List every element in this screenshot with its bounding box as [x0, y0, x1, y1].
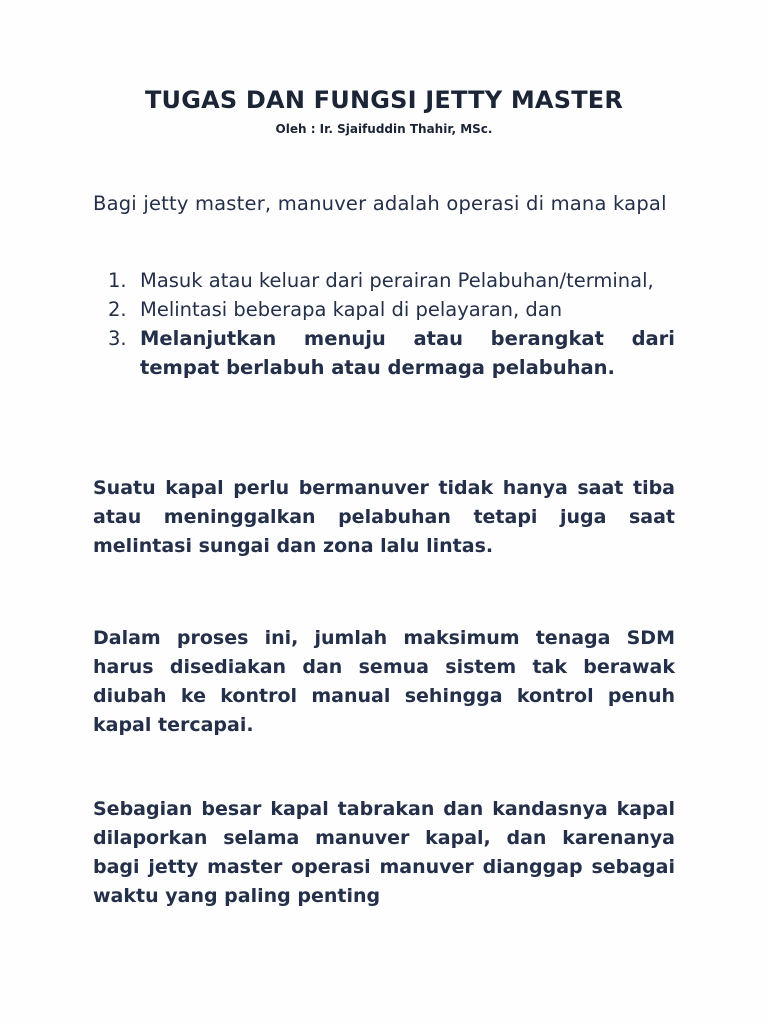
paragraph-4: Sebagian besar kapal tabrakan dan kandasnya kapal dilaporkan selama manuver kapal, dan karenanya bagi jetty master operasi manuver dianggap sebagai waktu yang paling penting	[93, 798, 675, 907]
list-item	[108, 324, 675, 382]
list-item-text: Melanjutkan menuju atau berangkat dari tempat berlabuh atau dermaga pelabuhan.	[140, 327, 675, 379]
list-item-number: 1.	[108, 269, 127, 292]
list-item-text: Masuk atau keluar dari perairan Pelabuhan/terminal,	[140, 269, 654, 292]
list-item-number: 3.	[108, 327, 127, 350]
list-item-text: Melintasi beberapa kapal di pelayaran, dan	[140, 298, 563, 321]
list-item	[108, 295, 675, 324]
author-line: Oleh : Ir. Sjaifuddin Thahir, MSc.	[275, 122, 493, 136]
list-item-number: 2.	[108, 298, 127, 321]
paragraph-2: Suatu kapal perlu bermanuver tidak hanya saat tiba atau meninggalkan pelabuhan tetapi juga saat melintasi sungai dan zona lalu lintas.	[93, 477, 675, 557]
manuver-list	[108, 266, 675, 382]
intro-paragraph: Bagi jetty master, manuver adalah operasi di mana kapal	[93, 192, 667, 215]
list-item	[108, 266, 675, 295]
paragraph-3: Dalam proses ini, jumlah maksimum tenaga SDM harus disediakan dan semua sistem tak berawak diubah ke kontrol manual sehingga kontrol penuh kapal tercapai.	[93, 627, 675, 736]
page-title: TUGAS DAN FUNGSI JETTY MASTER	[144, 86, 624, 114]
